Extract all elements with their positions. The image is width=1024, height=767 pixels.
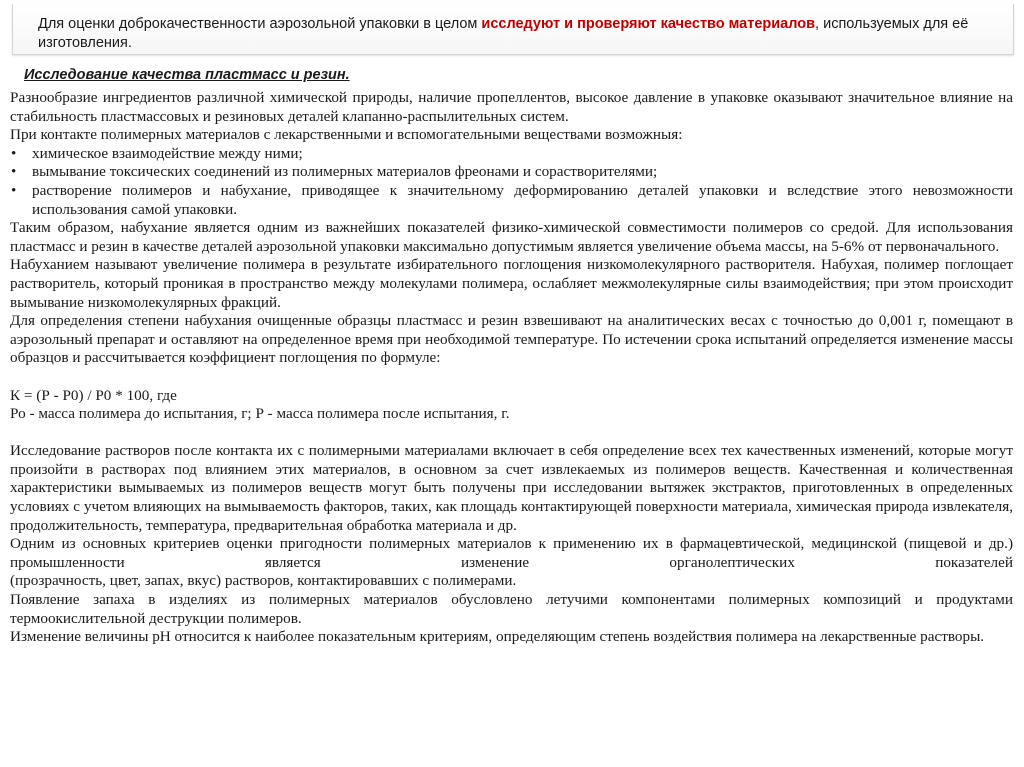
- formula-legend: Ро - масса полимера до испытания, г; Р - масса полимера после испытания, г.: [10, 405, 510, 423]
- paragraph-7b: (прозрачность, цвет, запах, вкус) растворов, контактировавших с полимерами.: [10, 572, 517, 590]
- formula: К = (Р - Р0) / Р0 * 100, где: [10, 386, 177, 404]
- body-text: [10, 89, 1013, 647]
- bullet-item-1: • химическое взаимодействие между ними;: [10, 145, 1013, 164]
- spacer: [10, 424, 1013, 443]
- intro-box: [12, 4, 1014, 55]
- paragraph-8: Появление запаха в изделиях из полимерных материалов обусловлено летучими компонентами полимерных композиций и продуктами термоокислительной деструкции полимеров.: [10, 591, 1013, 627]
- intro-before: Для оценки доброкачественности аэрозольной упаковки в целом: [38, 16, 482, 32]
- intro-highlight: исследуют и проверяют качество материалов: [481, 16, 816, 32]
- paragraph-6: Исследование растворов после контакта их с полимерными материалами включает в себя определение всех тех качественных изменений, которые могут произойти в растворах под влиянием этих материалов, в основном за счет извлекаемых из полимеров веществ. Качественная и количественная характеристики вымываемых из полимеров веществ могут быть получены при исследовании вытяжек экстрактов, приготовленных в определенных условиях с учетом влияющих на вымываемость факторов, таких, как площадь контактирующей поверхности материала, химическая природа извлекателя, продолжительность, температура, предварительная обработка материала и др.: [10, 442, 1013, 534]
- paragraph-4: Набуханием называют увеличение полимера в результате избирательного поглощения низкомолекулярного растворителя. Набухая, полимер поглощает растворитель, который проникая в пространство между молекулами полимера, ослабляет межмолекулярные силы взаимодействия; при этом происходит вымывание низкомолекулярных фракций.: [10, 256, 1013, 311]
- paragraph-9: Изменение величины рН относится к наиболее показательным критериям, определяющим степень воздействия полимера на лекарственные растворы.: [10, 628, 985, 646]
- bullet-item-2: • вымывание токсических соединений из полимерных материалов фреонами и сорастворителями;: [10, 163, 1013, 182]
- paragraph-5: Для определения степени набухания очищенные образцы пластмасс и резин взвешивают на аналитических весах с точностью до 0,001 г, помещают в аэрозольный препарат и оставляют на определенное время при необходимой температуре. По истечении срока испытаний определяется изменение массы образцов и рассчитывается коэффициент поглощения по формуле:: [10, 312, 1013, 367]
- bullet-item-3: • растворение полимеров и набухание, приводящее к значительному деформированию деталей упаковки и вследствие этого невозможности использования самой упаковки.: [10, 182, 1013, 219]
- intro-after: , используемых для её изготовления.: [38, 16, 969, 51]
- paragraph-3: Таким образом, набухание является одним из важнейших показателей физико-химической совместимости полимеров со средой. Для использования пластмасс и резин в качестве деталей аэрозольной упаковки максимально допустимым является увеличение объема массы, на 5-6% от первоначального.: [10, 219, 1013, 255]
- paragraph-2: При контакте полимерных материалов с лекарственными и вспомогательными веществами возможныя:: [10, 126, 683, 144]
- section-heading: Исследование качества пластмасс и резин.: [24, 67, 350, 83]
- intro-text: [38, 15, 1013, 53]
- paragraph-1: Разнообразие ингредиентов различной химической природы, наличие пропеллентов, высокое давление в упаковке оказывают значительное влияние на стабильность пластмассовых и резиновых деталей клапанно-распылительных систем.: [10, 89, 1013, 125]
- paragraph-7a: Одним из основных критериев оценки пригодности полимерных материалов к применению их в фармацевтической, медицинской (пищевой и др.) промышленности является изменение органолептических показателей: [10, 535, 1013, 571]
- bullet-list: [10, 145, 1013, 219]
- spacer: [10, 368, 1013, 387]
